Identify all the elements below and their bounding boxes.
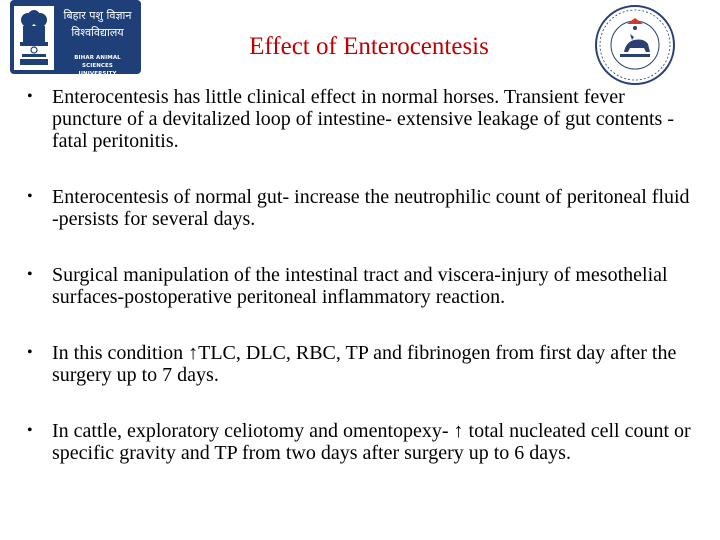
logo-hindi-line1: बिहार पशु विज्ञान [63, 9, 132, 22]
logo-hindi-line2: विश्वविद्यालय [71, 26, 124, 39]
list-item [27, 86, 697, 152]
logo-english-line2: UNIVERSITY [78, 71, 117, 77]
bullet-marker: • [27, 88, 33, 105]
bullet-text: Enterocentesis of normal gut- increase the neutrophilic count of peritoneal fluid -persists for several days. [52, 186, 690, 230]
seal-emblem-icon [594, 4, 676, 86]
bullet-text: Surgical manipulation of the intestinal tract and viscera-injury of mesothelial surfaces-postoperative peritoneal inflammatory reaction. [52, 264, 668, 308]
bullet-marker: • [27, 344, 33, 361]
list-item [27, 342, 697, 386]
list-item [27, 264, 697, 308]
bullet-text: Enterocentesis has little clinical effect in normal horses. Transient fever puncture of a devitalized loop of intestine- extensive leakage of gut contents -fatal peritonitis. [52, 86, 675, 152]
bullet-marker: • [27, 266, 33, 283]
list-item [27, 186, 697, 230]
university-logo [10, 0, 141, 77]
list-item [27, 420, 697, 464]
slide-title: Effect of Enterocentesis [249, 33, 489, 60]
bullet-text: In cattle, exploratory celiotomy and omentopexy- ↑ total nucleated cell count or specific gravity and TP from two days after surgery up to 6 days. [52, 420, 691, 464]
bullet-text: In this condition ↑TLC, DLC, RBC, TP and fibrinogen from first day after the surgery up to 7 days. [52, 342, 677, 386]
lion-capital-emblem-icon [14, 6, 54, 70]
bullet-marker: • [27, 188, 33, 205]
logo-lettering [58, 6, 137, 78]
logo-english-line1: BIHAR ANIMAL SCIENCES [74, 55, 121, 69]
bullet-marker: • [27, 422, 33, 439]
bullet-list [27, 86, 697, 498]
